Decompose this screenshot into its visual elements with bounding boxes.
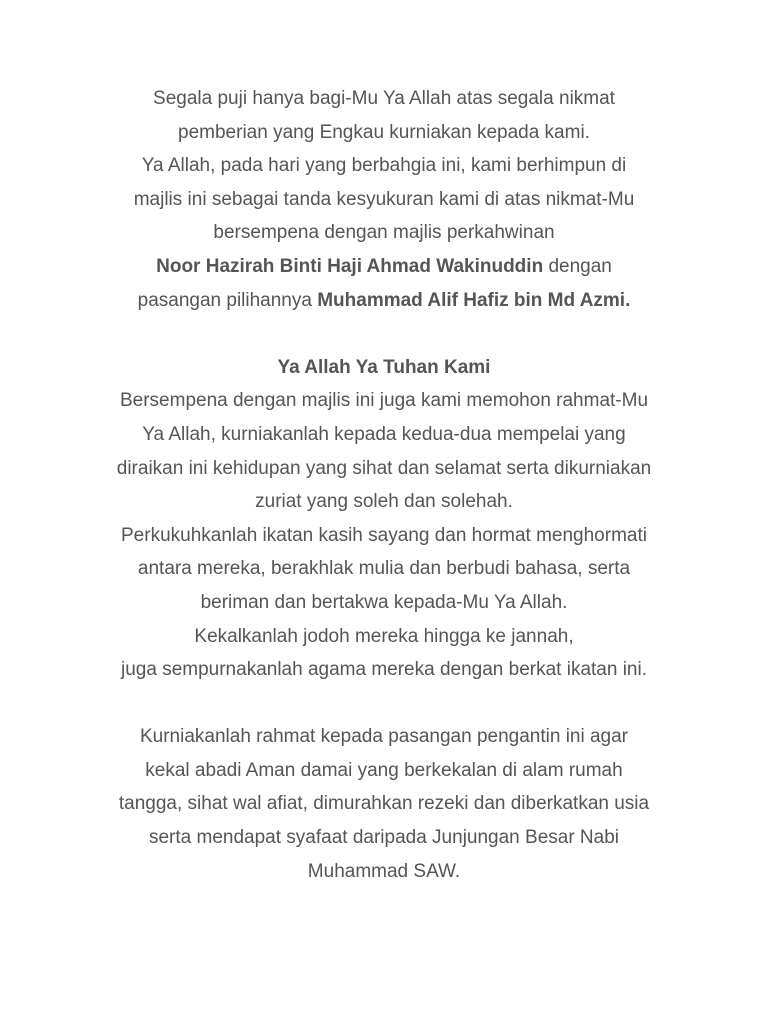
text-line: bersempena dengan majlis perkahwinan	[213, 222, 555, 244]
partner-prefix: pasangan pilihannya	[137, 289, 318, 311]
prayer-paragraph	[0, 351, 768, 687]
text-line: Ya Allah, pada hari yang berbahgia ini, kami berhimpun di	[141, 155, 627, 177]
groom-name: Muhammad Alif Hafiz bin Md Azmi.	[317, 289, 631, 311]
text-line: tangga, sihat wal afiat, dimurahkan rezeki dan diberkatkan usia	[118, 793, 650, 815]
opening-paragraph	[0, 82, 768, 317]
text-line: Perkukuhkanlah ikatan kasih sayang dan hormat menghormati	[121, 524, 647, 546]
groom-line	[0, 284, 768, 318]
text-line: zuriat yang soleh dan solehah.	[255, 491, 513, 513]
text-line: pemberian yang Engkau kurniakan kepada kami.	[178, 121, 590, 143]
text-line: Muhammad SAW.	[307, 860, 461, 882]
text-line: diraikan ini kehidupan yang sihat dan selamat serta dikurniakan	[116, 457, 652, 479]
text-line: Ya Allah, kurniakanlah kepada kedua-dua mempelai yang	[142, 423, 626, 445]
text-line: majlis ini sebagai tanda kesyukuran kami di atas nikmat-Mu	[133, 188, 635, 210]
prayer-heading	[0, 351, 768, 385]
text-line: Segala puji hanya bagi-Mu Ya Allah atas segala nikmat	[153, 88, 615, 109]
text-line: beriman dan bertakwa kepada-Mu Ya Allah.	[200, 591, 568, 613]
text-line: serta mendapat syafaat daripada Junjungan Besar Nabi	[148, 827, 620, 849]
document-page	[0, 82, 768, 888]
text-line: kekal abadi Aman damai yang berkekalan di alam rumah	[145, 759, 623, 781]
text-line: Kurniakanlah rahmat kepada pasangan pengantin ini agar	[139, 726, 629, 748]
connector-text: dengan	[543, 255, 612, 277]
text-line: Kekalkanlah jodoh mereka hingga ke jannah,	[194, 625, 574, 647]
text-line: antara mereka, berakhlak mulia dan berbudi bahasa, serta	[137, 558, 631, 580]
spacer	[0, 317, 768, 351]
text-line: Bersempena dengan majlis ini juga kami memohon rahmat-Mu	[119, 390, 649, 412]
bride-name: Noor Hazirah Binti Haji Ahmad Wakinuddin	[156, 255, 544, 277]
text-line: juga sempurnakanlah agama mereka dengan berkat ikatan ini.	[121, 659, 647, 681]
closing-paragraph	[0, 720, 768, 888]
bride-line	[0, 250, 768, 284]
spacer	[0, 687, 768, 721]
prayer-heading-text: Ya Allah Ya Tuhan Kami	[277, 356, 491, 378]
